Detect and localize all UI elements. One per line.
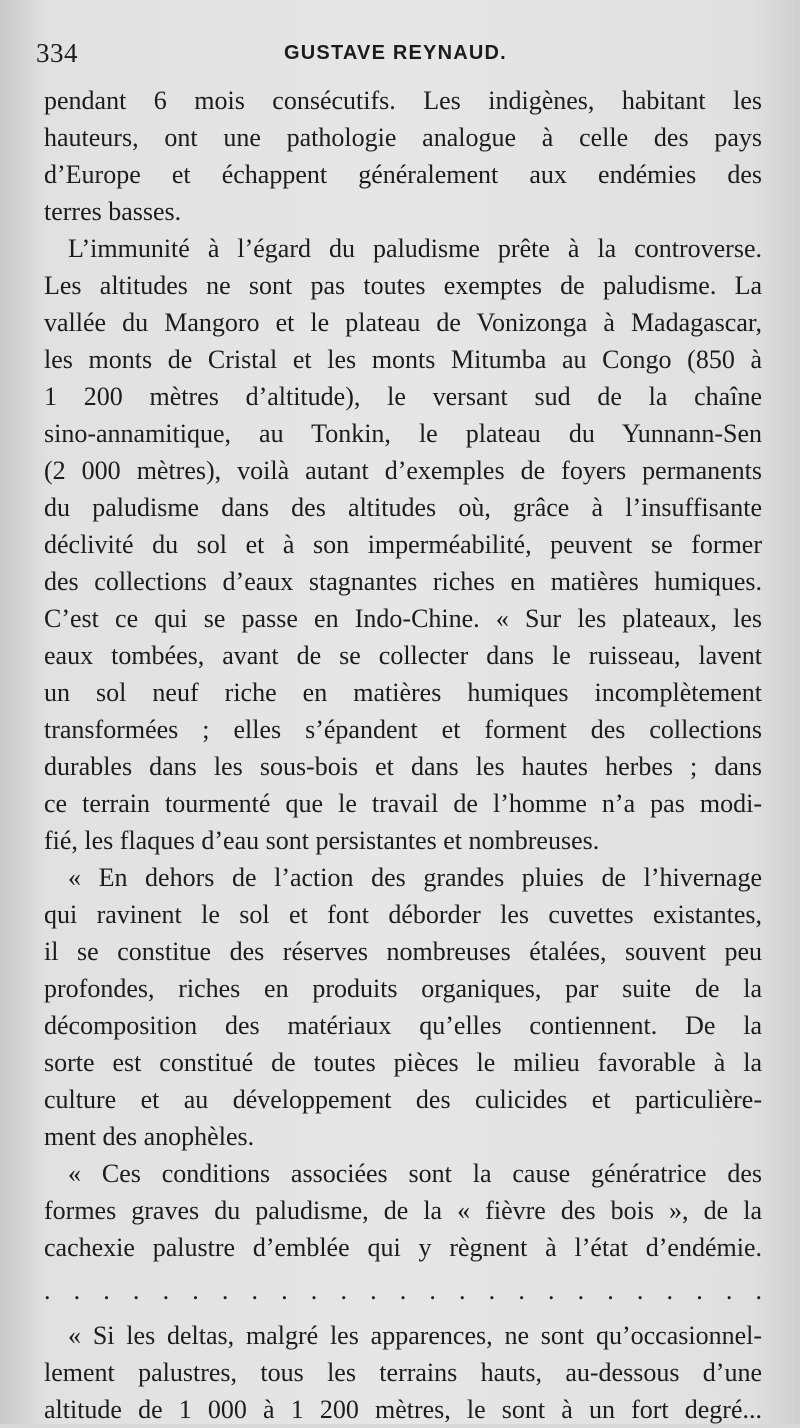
text-line: les monts de Cristal et les monts Mitumba au Congo (850 à	[44, 345, 762, 374]
text-line: du paludisme dans des altitudes où, grâce à l’insuffisante	[44, 493, 762, 522]
body-text	[44, 82, 762, 1428]
text-line: « Ces conditions associées sont la cause génératrice des	[68, 1159, 762, 1188]
text-line: C’est ce qui se passe en Indo-Chine. « Sur les plateaux, les	[44, 604, 762, 633]
text-line: des collections d’eaux stagnantes riches en matières humiques.	[44, 567, 762, 596]
text-line: sino-annamitique, au Tonkin, le plateau du Yunnann-Sen	[44, 419, 762, 448]
text-line: « Si les deltas, malgré les apparences, ne sont qu’occasionnel-	[68, 1321, 762, 1350]
text-line: d’Europe et échappent généralement aux endémies des	[44, 160, 762, 189]
text-line: L’immunité à l’égard du paludisme prête à la controverse.	[68, 234, 762, 263]
text-line: hauteurs, ont une pathologie analogue à celle des pays	[44, 123, 762, 152]
text-line: culture et au développement des culicides et particulière-	[44, 1085, 762, 1114]
text-line: cachexie palustre d’emblée qui y règnent à l’état d’endémie.	[44, 1233, 762, 1262]
text-line: pendant 6 mois consécutifs. Les indigènes, habitant les	[44, 86, 762, 115]
ellipsis-separator: . . . . . . . . . . . . . . . . . . . . . . . . .	[44, 1276, 762, 1305]
text-line: terres basses.	[44, 197, 182, 226]
text-line: vallée du Mangoro et le plateau de Vonizonga à Madagascar,	[44, 308, 762, 337]
text-line: déclivité du sol et à son imperméabilité, peuvent se former	[44, 530, 762, 559]
running-head: GUSTAVE REYNAUD.	[284, 42, 507, 64]
text-line: profondes, riches en produits organiques, par suite de la	[44, 974, 762, 1003]
text-line: (2 000 mètres), voilà autant d’exemples de foyers permanents	[44, 456, 762, 485]
text-line: eaux tombées, avant de se collecter dans le ruisseau, lavent	[44, 641, 762, 670]
text-line: Les altitudes ne sont pas toutes exemptes de paludisme. La	[44, 271, 762, 300]
text-line: formes graves du paludisme, de la « fièvre des bois », de la	[44, 1196, 762, 1225]
page-number: 334	[36, 38, 78, 68]
text-line: fié, les flaques d’eau sont persistantes et nombreuses.	[44, 826, 600, 855]
text-line: durables dans les sous-bois et dans les hautes herbes ; dans	[44, 752, 762, 781]
text-line: un sol neuf riche en matières humiques incomplètement	[44, 678, 762, 707]
text-line: « En dehors de l’action des grandes pluies de l’hivernage	[68, 863, 762, 892]
text-line: ment des anophèles.	[44, 1122, 255, 1151]
text-line: lement palustres, tous les terrains hauts, au-dessous d’une	[44, 1358, 762, 1387]
text-line: altitude de 1 000 à 1 200 mètres, le sont à un fort degré...	[44, 1395, 762, 1424]
page-header	[36, 38, 756, 74]
text-line: sorte est constitué de toutes pièces le milieu favorable à la	[44, 1048, 762, 1077]
text-line: décomposition des matériaux qu’elles contiennent. De la	[44, 1011, 762, 1040]
text-line: 1 200 mètres d’altitude), le versant sud de la chaîne	[44, 382, 762, 411]
text-line: qui ravinent le sol et font déborder les cuvettes existantes,	[44, 900, 762, 929]
text-line: il se constitue des réserves nombreuses étalées, souvent peu	[44, 937, 762, 966]
text-line: ce terrain tourmenté que le travail de l’homme n’a pas modi-	[44, 789, 762, 818]
text-line: transformées ; elles s’épandent et forment des collections	[44, 715, 762, 744]
